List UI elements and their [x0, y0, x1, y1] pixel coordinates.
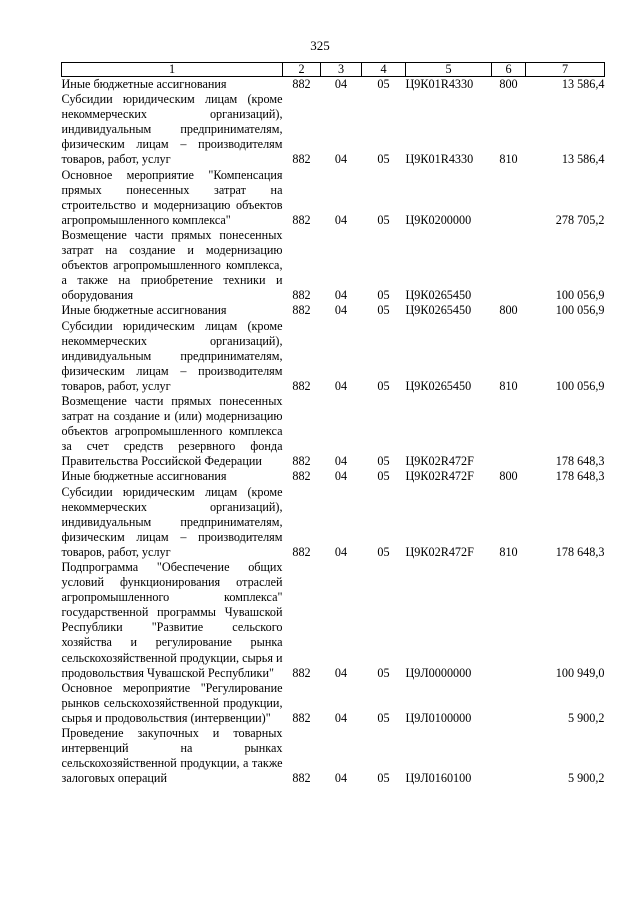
- row-code-4: 05: [377, 288, 390, 303]
- row-code-2: 882: [292, 212, 311, 227]
- row-amount: 100 056,9: [555, 378, 605, 393]
- row-code-6: 800: [499, 77, 518, 91]
- row-amount: 100 056,9: [555, 288, 605, 303]
- row-code-3: 04: [334, 544, 348, 559]
- table-row: [62, 681, 605, 726]
- row-code-4: 05: [377, 544, 390, 559]
- row-amount: 178 648,3: [555, 544, 605, 559]
- row-code-2: 882: [292, 288, 311, 303]
- row-amount: 13 586,4: [561, 152, 605, 167]
- row-code-5: Ц9К01R4330: [405, 77, 474, 91]
- row-code-4: 05: [377, 710, 390, 725]
- table-row: [62, 485, 605, 560]
- row-code-3: 04: [334, 378, 348, 393]
- row-code-5: Ц9К0265450: [405, 288, 472, 303]
- row-code-4: 05: [377, 665, 390, 680]
- row-name: Иные бюджетные ассигнования: [61, 469, 227, 484]
- row-code-6: 810: [499, 544, 518, 559]
- header-row: [62, 63, 605, 77]
- page-number: 325: [310, 38, 330, 53]
- row-code-4: 05: [377, 303, 390, 318]
- row-code-4: 05: [377, 771, 390, 786]
- row-code-4: 05: [377, 152, 390, 167]
- row-code-3: 04: [334, 288, 348, 303]
- row-code-6: [492, 681, 526, 726]
- row-amount: 278 705,2: [555, 212, 605, 227]
- table-row: [62, 560, 605, 681]
- row-code-4: 05: [377, 212, 390, 227]
- row-code-6: [492, 560, 526, 681]
- table-row: [62, 92, 605, 167]
- row-name: Основное мероприятие "Регулирование рынков сельскохозяйственной продукции, сырья и продовольствия (интервенции)": [61, 680, 283, 725]
- row-name: Подпрограмма "Обеспечение общих условий функционирования отраслей агропромышленного комплекса" государственной программы Чувашской Республики "Развитие сельского хозяйства и регулирование рынка сельскохозяйственной продукции, сырья и продовольствия Чувашской Республики": [61, 560, 283, 680]
- row-code-6: [492, 168, 526, 228]
- row-name: Возмещение части прямых понесенных затрат на создание и модернизацию объектов агропромышленного комплекса, а также на приобретение техники и оборудования: [61, 227, 283, 303]
- row-code-2: 882: [292, 152, 311, 167]
- row-code-5: Ц9К02R472F: [405, 469, 474, 484]
- row-code-3: 04: [334, 710, 348, 725]
- row-code-3: 04: [334, 152, 348, 167]
- row-name: Возмещение части прямых понесенных затрат на создание и (или) модернизацию объектов агропромышленного комплекса за счет средств резервного фонда Правительства Российской Федерации: [61, 393, 283, 469]
- row-code-2: 882: [292, 771, 311, 786]
- row-code-5: Ц9Л0100000: [405, 710, 472, 725]
- row-code-4: 05: [377, 378, 390, 393]
- row-code-3: 04: [334, 212, 348, 227]
- row-code-2: 882: [292, 544, 311, 559]
- row-code-6: 810: [499, 378, 518, 393]
- row-code-5: Ц9К0265450: [405, 303, 472, 318]
- column-header: 7: [526, 63, 605, 77]
- table-row: [62, 394, 605, 469]
- table-row: [62, 77, 605, 93]
- row-code-2: 882: [292, 77, 311, 91]
- row-code-2: 882: [292, 303, 311, 318]
- row-amount: 100 949,0: [555, 665, 605, 680]
- table-row: [62, 726, 605, 786]
- row-code-6: 800: [499, 469, 518, 484]
- table-row: [62, 168, 605, 228]
- row-code-2: 882: [292, 454, 311, 469]
- column-header: 5: [406, 63, 492, 77]
- row-name: Субсидии юридическим лицам (кроме некоммерческих организаций), индивидуальным предпринимателям, физическим лицам – производителям товаров, работ, услуг: [61, 92, 283, 167]
- row-amount: 178 648,3: [555, 469, 605, 484]
- table-row: [62, 228, 605, 303]
- row-code-3: 04: [334, 469, 348, 484]
- row-code-3: 04: [334, 771, 348, 786]
- row-code-3: 04: [334, 303, 348, 318]
- table-row: [62, 303, 605, 318]
- column-header: 1: [62, 63, 283, 77]
- row-amount: 100 056,9: [555, 303, 605, 318]
- row-code-2: 882: [292, 469, 311, 484]
- row-code-5: Ц9К02R472F: [405, 544, 474, 559]
- row-code-3: 04: [334, 665, 348, 680]
- row-name: Иные бюджетные ассигнования: [61, 303, 227, 318]
- row-code-4: 05: [377, 77, 390, 91]
- table-row: [62, 319, 605, 394]
- row-code-5: Ц9Л0000000: [405, 665, 472, 680]
- row-name: Субсидии юридическим лицам (кроме некоммерческих организаций), индивидуальным предпринимателям, физическим лицам – производителям товаров, работ, услуг: [61, 318, 283, 393]
- row-amount: 178 648,3: [555, 454, 605, 469]
- row-code-3: 04: [334, 77, 348, 91]
- row-code-6: [492, 228, 526, 303]
- row-code-3: 04: [334, 454, 348, 469]
- row-code-5: Ц9Л0160100: [405, 771, 472, 786]
- row-code-5: Ц9К01R4330: [405, 152, 474, 167]
- row-code-5: Ц9К0200000: [405, 212, 472, 227]
- row-name: Основное мероприятие "Компенсация прямых понесенных затрат на строительство и модернизацию объектов агропромышленного комплекса": [61, 167, 283, 227]
- column-header: 3: [321, 63, 362, 77]
- table-row: [62, 469, 605, 484]
- row-name: Иные бюджетные ассигнования: [61, 77, 227, 91]
- row-code-4: 05: [377, 454, 390, 469]
- row-amount: 5 900,2: [567, 771, 605, 786]
- column-header: 4: [362, 63, 406, 77]
- row-code-5: Ц9К0265450: [405, 378, 472, 393]
- row-name: Проведение закупочных и товарных интервенций на рынках сельскохозяйственной продукции, а также залоговых операций: [61, 726, 283, 786]
- column-header: 2: [283, 63, 321, 77]
- row-code-5: Ц9К02R472F: [405, 454, 474, 469]
- row-code-6: [492, 726, 526, 786]
- row-code-6: [492, 394, 526, 469]
- row-code-6: 810: [499, 152, 518, 167]
- row-code-2: 882: [292, 710, 311, 725]
- row-code-2: 882: [292, 665, 311, 680]
- budget-table: [61, 62, 605, 786]
- row-code-2: 882: [292, 378, 311, 393]
- row-code-6: 800: [499, 303, 518, 318]
- row-amount: 13 586,4: [561, 77, 605, 91]
- row-name: Субсидии юридическим лицам (кроме некоммерческих организаций), индивидуальным предпринимателям, физическим лицам – производителям товаров, работ, услуг: [61, 484, 283, 559]
- row-code-4: 05: [377, 469, 390, 484]
- row-amount: 5 900,2: [567, 710, 605, 725]
- column-header: 6: [492, 63, 526, 77]
